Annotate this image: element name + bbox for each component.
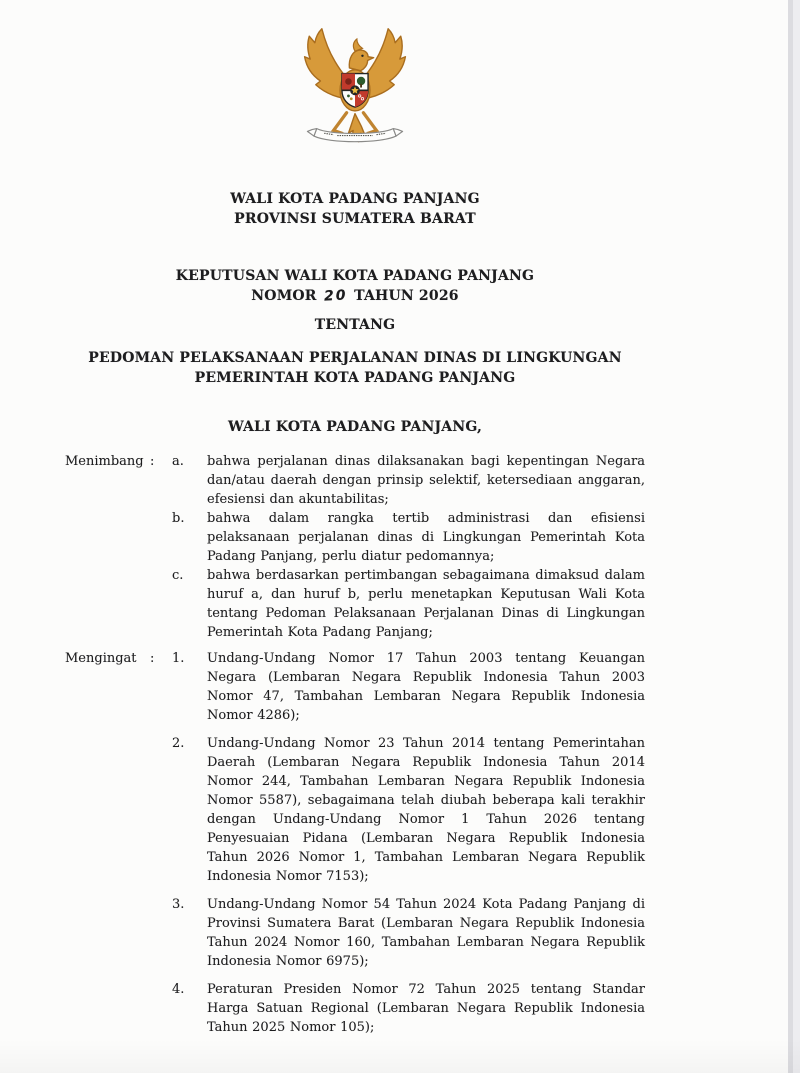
menimbang-section <box>65 452 645 642</box>
garuda-pancasila-icon <box>285 25 425 165</box>
mengingat-colon: : <box>150 651 155 666</box>
item-marker: 3. <box>172 897 185 912</box>
item-text: bahwa berdasarkan pertimbangan sebagaimana dimaksud dalam huruf a, dan huruf b, perlu menetapkan Keputusan Wali Kota tentang Pedoman Pelaksanaan Perjalanan Dinas di Lingkungan Pemerintah Kota Padang Panjang; <box>207 568 645 640</box>
item-text: Peraturan Presiden Nomor 72 Tahun 2025 tentang Standar Harga Satuan Regional (Lembaran Negara Republik Indonesia Tahun 2025 Nomor 105); <box>207 982 645 1035</box>
decree-title-block <box>65 266 645 306</box>
menimbang-colon: : <box>150 454 155 469</box>
item-marker: a. <box>172 454 184 469</box>
tentang-block <box>65 315 645 335</box>
garuda-pancasila-svg <box>285 25 425 165</box>
salutation-line: WALI KOTA PADANG PANJANG, <box>227 419 483 435</box>
document-content <box>65 25 645 1037</box>
item-text: Undang-Undang Nomor 17 Tahun 2003 tentang Keuangan Negara (Lembaran Negara Republik Indonesia Tahun 2003 Nomor 47, Tambahan Lembaran Negara Republik Indonesia Nomor 4286); <box>207 651 645 723</box>
mengingat-item-4 <box>65 980 645 1037</box>
menimbang-label: Menimbang <box>65 454 144 469</box>
item-marker: 2. <box>172 736 185 751</box>
decree-number-line <box>65 286 645 306</box>
salutation-block <box>65 417 645 437</box>
item-marker: 1. <box>172 651 185 666</box>
nomor-suffix: TAHUN 2026 <box>354 288 459 304</box>
item-marker: b. <box>172 511 185 526</box>
menimbang-item-b <box>65 509 645 566</box>
menimbang-item-a <box>65 452 645 509</box>
mengingat-item-1 <box>65 649 645 725</box>
letterhead <box>65 189 645 229</box>
item-text: bahwa perjalanan dinas dilaksanakan bagi kepentingan Negara dan/atau daerah dengan prinsip selektif, ketersediaan anggaran, efesiensi dan akuntabilitas; <box>207 454 645 507</box>
letterhead-line1: WALI KOTA PADANG PANJANG <box>230 191 480 207</box>
mengingat-label: Mengingat <box>65 651 137 666</box>
item-text: Undang-Undang Nomor 54 Tahun 2024 Kota Padang Panjang di Provinsi Sumatera Barat (Lembaran Negara Republik Indonesia Tahun 2024 Nomor 160, Tambahan Lembaran Negara Republik Indonesia Nomor 6975); <box>207 897 645 969</box>
mengingat-item-2 <box>65 734 645 886</box>
nomor-prefix: NOMOR <box>251 288 317 304</box>
item-marker: 4. <box>172 982 185 997</box>
tentang-label: TENTANG <box>314 317 396 333</box>
subject-line1: PEDOMAN PELAKSANAAN PERJALANAN DINAS DI LINGKUNGAN <box>88 350 622 366</box>
mengingat-item-3 <box>65 895 645 971</box>
menimbang-item-c <box>65 566 645 642</box>
item-text: Undang-Undang Nomor 23 Tahun 2014 tentang Pemerintahan Daerah (Lembaran Negara Republik Indonesia Tahun 2014 Nomor 244, Tambahan Lembaran Negara Republik Indonesia Nomor 5587), sebagaimana telah diubah beberapa kali terakhir dengan Undang-Undang Nomor 1 Tahun 2026 tentang Penyesuaian Pidana (Lembaran Negara Republik Indonesia Tahun 2026 Nomor 1, Tambahan Lembaran Negara Republik Indonesia Nomor 7153); <box>207 736 645 884</box>
scan-edge-shadow <box>788 0 793 1073</box>
item-marker: c. <box>172 568 184 583</box>
scan-edge-light <box>793 0 800 1073</box>
subject-block <box>65 348 645 388</box>
subject-line2: PEMERINTAH KOTA PADANG PANJANG <box>194 370 516 386</box>
decree-title: KEPUTUSAN WALI KOTA PADANG PANJANG <box>175 268 535 284</box>
letterhead-line2: PROVINSI SUMATERA BARAT <box>234 211 476 227</box>
scan-bottom-shade <box>0 1039 800 1073</box>
nomor-handwritten-value: 20 <box>323 287 348 305</box>
mengingat-section <box>65 649 645 1037</box>
item-text: bahwa dalam rangka tertib administrasi dan efisiensi pelaksanaan perjalanan dinas di Lingkungan Pemerintah Kota Padang Panjang, perlu diatur pedomannya; <box>207 511 645 564</box>
